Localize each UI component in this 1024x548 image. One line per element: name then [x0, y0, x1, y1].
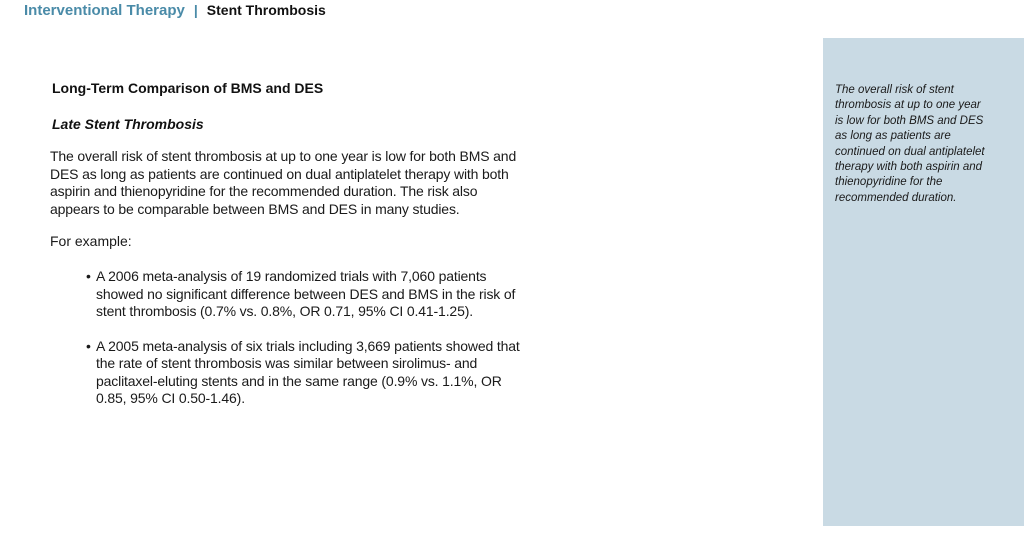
header-section-title: Interventional Therapy — [24, 1, 185, 19]
bullet-item — [86, 338, 526, 408]
sidebar-callout-text: The overall risk of stent thrombosis at up to one year is low for both BMS and DES as long as patients are continued on dual antiplatelet therapy with both aspirin and thienopyridine for the recommended duration. — [835, 84, 985, 204]
header — [24, 0, 326, 20]
bullet-item — [86, 268, 526, 321]
bullet-list — [86, 268, 526, 408]
body-paragraph: The overall risk of stent thrombosis at up to one year is low for both BMS and DES as long as patients are continued on dual antiplatelet therapy with both aspirin and thienopyridine for the recommended duration. The risk also appears to be comparable between BMS and DES in many studies. — [50, 148, 517, 217]
example-label: For example: — [50, 233, 132, 249]
header-topic-title: Stent Thrombosis — [206, 2, 326, 18]
section-subtitle: Late Stent Thrombosis — [52, 116, 204, 132]
sidebar-callout-panel — [823, 38, 1024, 526]
bullet-text: A 2006 meta-analysis of 19 randomized trials with 7,060 patients showed no significant difference between DES and BMS in the risk of stent thrombosis (0.7% vs. 0.8%, OR 0.71, 95% CI 0.41-1.25). — [96, 268, 516, 319]
bullet-text: A 2005 meta-analysis of six trials including 3,669 patients showed that the rate of stent thrombosis was similar between sirolimus- and paclitaxel-eluting stents and in the same range (0.9% vs. 1.1%, OR 0.85, 95% CI 0.50-1.46). — [96, 337, 520, 406]
bullet-dot-icon: • — [86, 268, 91, 284]
bullet-dot-icon: • — [86, 337, 91, 354]
header-separator: | — [193, 2, 198, 18]
page-title: Long-Term Comparison of BMS and DES — [52, 80, 324, 96]
